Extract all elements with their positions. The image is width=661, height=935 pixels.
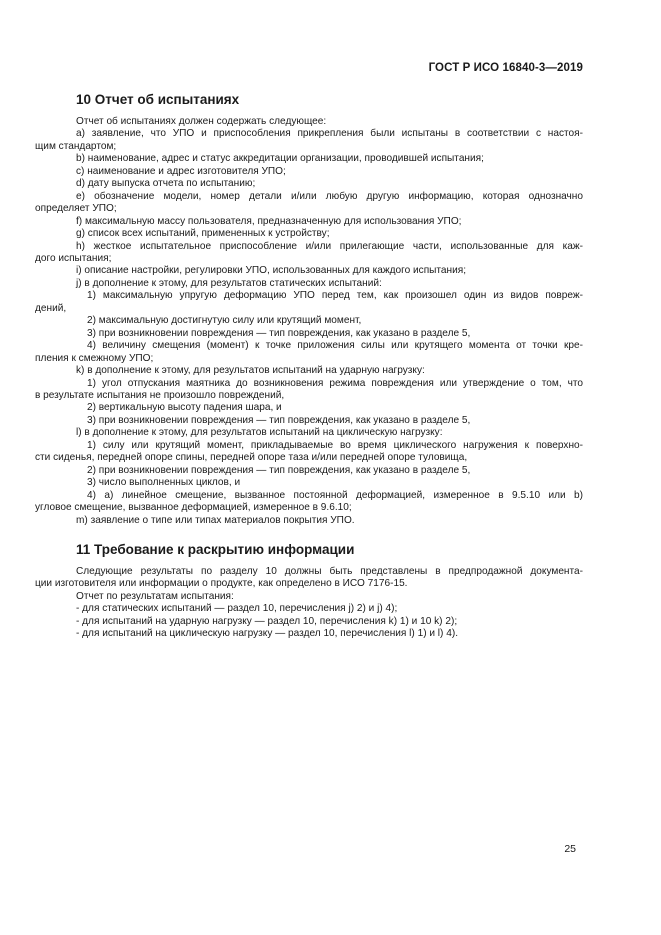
text-line: - для испытаний на ударную нагрузку — раздел 10, перечисления k) 1) и 10 k) 2); — [76, 615, 458, 627]
text-line: Отчет по результатам испытания: — [76, 590, 234, 602]
text-line: l) в дополнение к этому, для результатов испытаний на циклическую нагрузку: — [76, 427, 443, 439]
document-header: ГОСТ Р ИСО 16840-3—2019 — [428, 62, 583, 74]
text-line: 1) угол отпускания маятника до возникновения режима повреждения или утверждение о том, что — [87, 377, 583, 389]
text-line: h) жесткое испытательное приспособление и/или прилегающие части, использованные для каж- — [76, 240, 583, 252]
text-line: g) список всех испытаний, примененных к устройству; — [76, 228, 330, 240]
text-line: j) в дополнение к этому, для результатов статических испытаний: — [76, 277, 382, 289]
text-line: 3) при возникновении повреждения — тип повреждения, как указано в разделе 5, — [87, 327, 471, 339]
text-line: k) в дополнение к этому, для результатов испытаний на ударную нагрузку: — [76, 365, 425, 377]
document-body — [35, 90, 583, 641]
text-line: f) максимальную массу пользователя, предназначенную для использования УПО; — [76, 215, 462, 227]
text-line: щим стандартом; — [35, 140, 117, 152]
text-line: b) наименование, адрес и статус аккредитации организации, проводившей испытания; — [76, 153, 484, 165]
text-line: 2) при возникновении повреждения — тип повреждения, как указано в разделе 5, — [87, 464, 471, 476]
section-10-text — [35, 116, 583, 527]
section-10-title: 10 Отчет об испытаниях — [76, 92, 240, 107]
text-line: дений, — [35, 302, 67, 314]
text-line: i) описание настройки, регулировки УПО, использованных для каждого испытания; — [76, 265, 467, 277]
text-line: угловое смещение, вызванное деформацией, измеренное в 9.6.10; — [35, 502, 352, 514]
text-line: 4) а) линейное смещение, вызванное постоянной деформацией, измеренное в 9.5.10 или b) — [87, 489, 583, 501]
text-line: ции изготовителя или информации о продукте, как определено в ИСО 7176-15. — [35, 578, 408, 590]
text-line: e) обозначение модели, номер детали и/или любую другую информацию, которая однозначно — [76, 190, 583, 202]
text-line: a) заявление, что УПО и приспособления прикрепления были испытаны в соответствии с настоя- — [76, 128, 583, 140]
text-line: Отчет об испытаниях должен содержать следующее: — [76, 116, 327, 127]
text-line: Следующие результаты по разделу 10 должны быть представлены в предпродажной документа- — [76, 565, 583, 577]
text-line: 4) величину смещения (момент) к точке приложения силы или крутящего момента от точки кре- — [87, 340, 583, 352]
text-line: 3) при возникновении повреждения — тип повреждения, как указано в разделе 5, — [87, 414, 471, 426]
text-line: 3) число выполненных циклов, и — [87, 477, 241, 489]
text-line: m) заявление о типе или типах материалов покрытия УПО. — [76, 514, 355, 526]
text-line: в результате испытания не произошло повреждений, — [35, 389, 285, 401]
text-line: сти сиденья, передней опоре спины, передней опоре таза и/или передней опоре туловища, — [35, 452, 468, 464]
text-line: - для статических испытаний — раздел 10, перечисления j) 2) и j) 4); — [76, 603, 398, 615]
text-line: 1) силу или крутящий момент, прикладываемые во время циклического нагружения к поверхно- — [87, 439, 583, 451]
section-11-title: 11 Требование к раскрытию информации — [76, 541, 355, 557]
text-line: 1) максимальную упругую деформацию УПО перед тем, как произошел один из видов повреж- — [87, 290, 583, 302]
text-line: определяет УПО; — [35, 203, 117, 215]
text-line: 2) вертикальную высоту падения шара, и — [87, 402, 282, 414]
text-line: c) наименование и адрес изготовителя УПО; — [76, 165, 286, 177]
text-line: пления к смежному УПО; — [35, 352, 154, 364]
page-number: 25 — [564, 843, 576, 855]
text-line: дого испытания; — [35, 252, 112, 264]
text-line: - для испытаний на циклическую нагрузку — раздел 10, перечисления l) 1) и l) 4). — [76, 628, 458, 640]
section-11-text — [35, 565, 583, 641]
text-line: 2) максимальную достигнутую силу или крутящий момент, — [87, 315, 362, 327]
text-line: d) дату выпуска отчета по испытанию; — [76, 178, 256, 190]
